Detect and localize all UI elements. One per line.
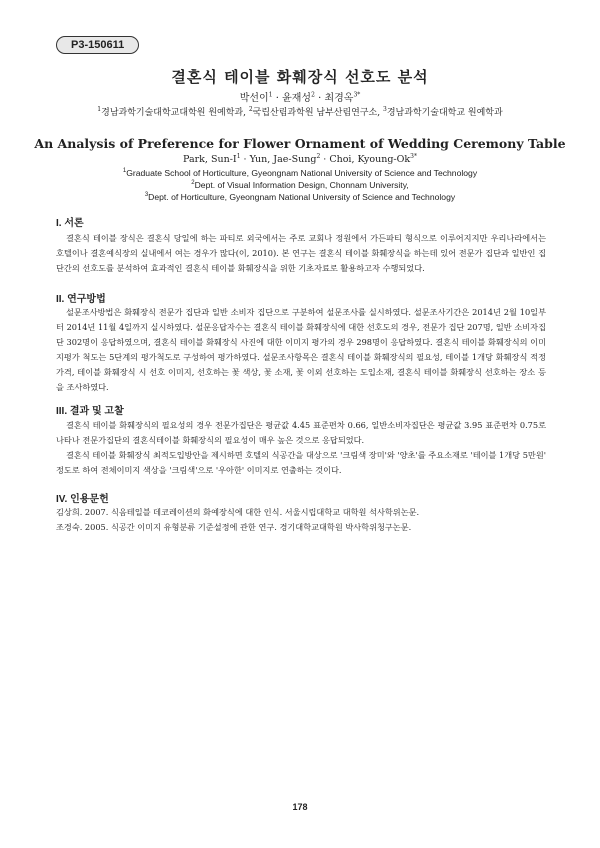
english-affiliation-1 [0,168,600,178]
aff-sup: 2 [191,180,195,187]
author-name: Choi, Kyoung-Ok [329,154,411,166]
paper-code-badge: P3-150611 [56,36,139,54]
english-affiliation-3 [0,192,600,202]
paragraph: 결혼식 테이블 화훼장식의 필요성의 경우 전문가집단은 평균값 4.45 표준편차 0.66, 일반소비자집단은 평균값 3.95 표준편차 0.75로 나타나 전문가집단의 결혼식테이블 화훼장식의 필요성이 매우 높은 것으로 응답되었다. [56,420,546,445]
paragraph: 결혼식 테이블 장식은 결혼식 당일에 하는 파티로 외국에서는 주로 교회나 정원에서 가든파티 형식으로 이루어지지만 우리나라에서는 호텔이나 결혼예식장의 실내에서 여는 경우가 많다(이, 2010). 본 연구는 결혼식 테이블 화훼장식을 하는데 있어 전문가 집단과 일반인 집단간의 선호도를 분석하여 효과적인 결혼식 테이블 화훼장식을 위한 기초자료로 활용하고자 수행되었다. [56,233,546,273]
author-name: 박선이 [239,93,269,104]
author-sup: 1 [268,91,273,99]
aff-sup: 3 [144,192,149,199]
section-heading: I. 서론 [56,218,84,229]
english-affiliation-2 [0,180,600,190]
section-body [56,231,546,276]
aff-sup: 3 [382,106,387,113]
paragraph: 설문조사방법은 화훼장식 전문가 집단과 일반 소비자 집단으로 구분하여 설문조사를 실시하였다. 설문조사기간은 2014년 2월 10일부터 2014년 11월 4일까지 실시하였다. 설문응답자수는 결혼식 테이블 화훼장식에 대한 선호도의 경우, 전문가 집단 207명, 일반 소비자집단 302명이 응답하였으며, 결혼식 테이블 화훼장식 사진에 대한 이미지 평가의 경우 298명이 응답하였다. 결혼식 테이블 화훼장식의 이미지평가 척도는 5단계의 평가척도로 구성하여 평가하였다. 설문조사항목은 결혼식 테이블 화훼장식의 필요성, 테이블 1개당 화훼장식 적정가격, 테이블 화훼장식 시 선호 이미지, 선호하는 꽃 색상, 꽃 소재, 꽃 이외 선호하는 도입소재, 결혼식 테이블 화훼장식 선호하는 장소 등을 조사하였다. [56,307,546,392]
author-sup: 3* [410,153,417,160]
page-number: 178 [292,802,308,812]
aff-text: Graduate School of Horticulture, Gyeongnam National University of Science and Technology [126,168,478,178]
korean-title: 결혼식 테이블 화훼장식 선호도 분석 [171,68,429,86]
author-sup: 3* [353,91,361,99]
reference-item: 조경숙. 2005. 식공간 이미지 유형분류 기준설정에 관한 연구. 경기대학교대학원 박사학위청구논문. [56,522,412,532]
author-sup: 1 [236,153,241,160]
author-name: Park, Sun-I [183,154,237,166]
author-sup: 2 [311,91,315,99]
aff-sup: 1 [97,106,102,113]
author-name: Yun, Jae-Sung [249,154,317,166]
aff-text: Dept. of Horticulture, Gyeongnam National University of Science and Technology [148,192,456,202]
aff-sup: 2 [248,106,253,113]
author-name: 최경옥 [324,93,354,104]
section-heading: II. 연구방법 [56,294,106,305]
section-body [56,305,546,395]
aff-text: 경남과학기술대학교대학원 원예학과, [101,108,246,118]
english-title: An Analysis of Preference for Flower Ornament of Wedding Ceremony Table [34,136,566,151]
reference-item: 김상희. 2007. 식음테일블 데코레이션의 화예장식에 대한 인식. 서울시립대학교 대학원 석사학위논문. [56,507,420,517]
aff-text: 경남과학기술대학교 원예학과 [386,108,503,118]
aff-text: Dept. of Visual Information Design, Chonnam University, [194,180,409,190]
aff-text: 국립산림과학원 남부산림연구소, [252,108,381,118]
aff-sup: 1 [122,168,127,175]
reference-list [56,505,546,535]
author-name: 윤재성 [282,93,312,104]
section-body [56,418,546,478]
korean-authors: 박선이$^1$ · 윤재성$^2$ · 최경옥$^{3*}$ [239,91,361,104]
author-sup: 2 [316,153,321,160]
paragraph: 결혼식 테이블 화훼장식 최적도입방안을 제시하면 호텔의 식공간을 대상으로 '크림색 장미'와 '양초'를 주요소재로 '테이블 1개당 5만원' 정도로 하여 전체이미지 색상을 '크림색'으로 '우아한' 이미지로 연출하는 것이다. [56,450,546,475]
english-authors: Park, Sun-$I^1$ · Yun, Jae-Sung$^2$ · Choi, Kyoung-$Ok^{3*}$ [183,153,417,166]
section-heading: III. 결과 및 고찰 [56,406,124,417]
korean-affiliations [0,105,600,118]
section-heading: IV. 인용문헌 [56,494,109,505]
